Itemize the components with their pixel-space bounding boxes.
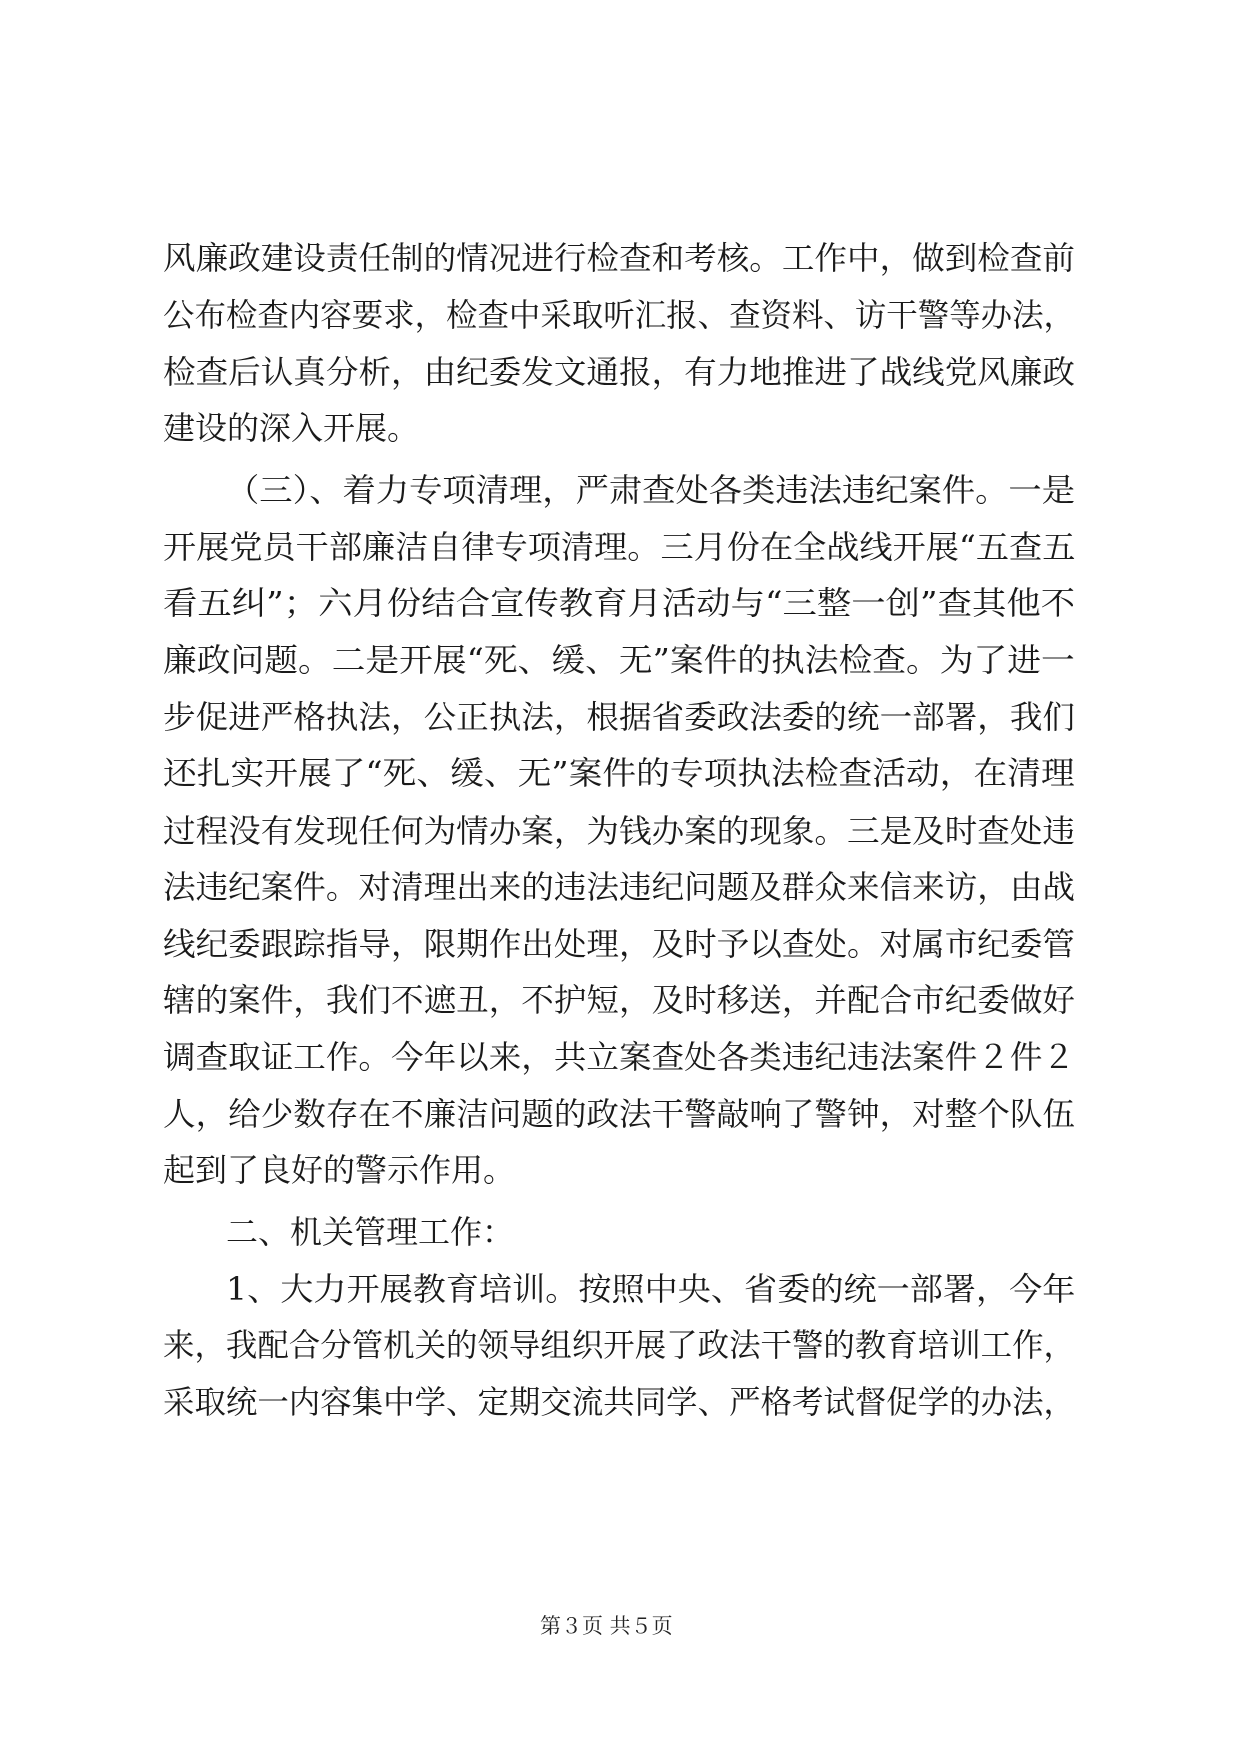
- text-line: 还扎实开展了“死、缓、无”案件的专项执法检查活动，在清理: [163, 754, 1075, 792]
- text-line: 1、大力开展教育培训。按照中央、省委的统一部署，今年: [226, 1270, 1076, 1308]
- text-line: （三）、着力专项清理，严肃查处各类违法违纪案件。一是: [226, 471, 1076, 509]
- text-line: 法违纪案件。对清理出来的违法违纪问题及群众来信来访，由战: [163, 868, 1076, 906]
- text-line: 起到了良好的警示作用。: [163, 1151, 516, 1189]
- text-line: 开展党员干部廉洁自律专项清理。三月份在全战线开展“五查五: [163, 528, 1076, 566]
- text-line: 辖的案件，我们不遮丑，不护短，及时移送，并配合市纪委做好: [163, 981, 1076, 1019]
- text-line: 风廉政建设责任制的情况进行检查和考核。工作中，做到检查前: [163, 239, 1076, 277]
- text-line: 廉政问题。二是开展“死、缓、无”案件的执法检查。为了进一: [163, 641, 1075, 679]
- text-line: 人，给少数存在不廉洁问题的政法干警敲响了警钟，对整个队伍: [163, 1095, 1076, 1133]
- text-line: 步促进严格执法，公正执法，根据省委政法委的统一部署，我们: [163, 698, 1076, 736]
- text-line: 建设的深入开展。: [163, 409, 420, 447]
- text-line: 看五纠”；六月份结合宣传教育月活动与“三整一创”查其他不: [163, 584, 1076, 622]
- text-line: 二、机关管理工作：: [226, 1213, 515, 1251]
- text-line: 来，我配合分管机关的领导组织开展了政法干警的教育培训工作，: [163, 1326, 1076, 1364]
- text-line: 采取统一内容集中学、定期交流共同学、严格考试督促学的办法，: [163, 1383, 1076, 1421]
- text-line: 公布检查内容要求，检查中采取听汇报、查资料、访干警等办法，: [163, 296, 1076, 334]
- text-line: 检查后认真分析，由纪委发文通报，有力地推进了战线党风廉政: [163, 353, 1076, 391]
- text-line: 调查取证工作。今年以来，共立案查处各类违纪违法案件２件２: [163, 1038, 1076, 1076]
- text-line: 过程没有发现任何为情办案，为钱办案的现象。三是及时查处违: [163, 812, 1076, 850]
- page-footer: 第３页 共５页: [540, 1614, 673, 1638]
- text-line: 线纪委跟踪指导，限期作出处理，及时予以查处。对属市纪委管: [163, 925, 1076, 963]
